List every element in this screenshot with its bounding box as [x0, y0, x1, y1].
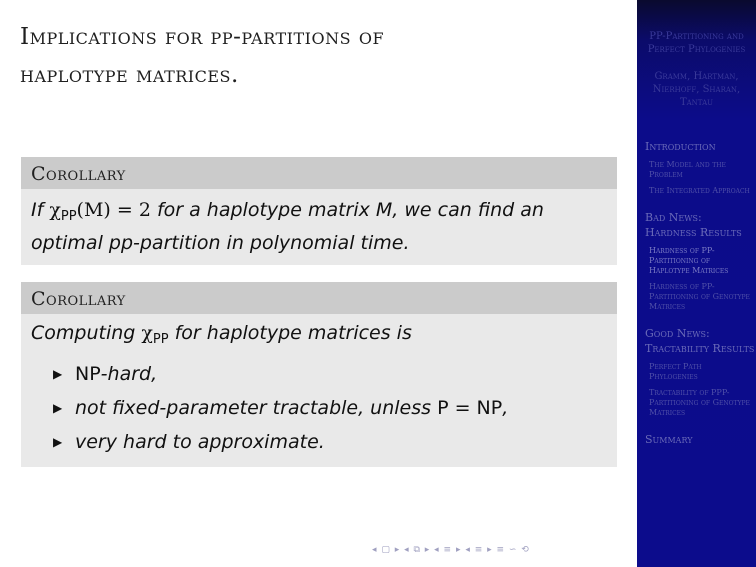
item-upright: NP [75, 363, 101, 385]
sidebar-section-good-news [637, 326, 756, 418]
sidebar-authors[interactable]: Gramm, Hartman, Nierhoff, Sharan, Tantau [652, 71, 741, 108]
item-italic: , [502, 397, 509, 419]
sidebar-section-introduction [637, 139, 756, 196]
slide-title-line2: haplotype matrices. [20, 62, 239, 88]
corollary-intro [31, 320, 607, 353]
slide-title [20, 18, 620, 94]
sidebar-item-summary[interactable]: Summary [645, 433, 693, 446]
intro-pre: Computing [31, 322, 142, 344]
item-italic: -hard, [100, 363, 158, 385]
chi-symbol: χ [49, 199, 61, 221]
list-item [53, 391, 607, 425]
list-item [53, 425, 607, 459]
corollary-heading: Corollary [21, 282, 617, 314]
sidebar-item-bad-news[interactable]: Bad News: Hardness Results [645, 211, 742, 239]
sidebar-section-summary [637, 432, 756, 447]
item-upright: P = NP [437, 397, 503, 419]
beamer-navigation-bar[interactable]: ◂ ▢ ▸ ◂ ⧉ ▸ ◂ ≡ ▸ ◂ ≡ ▸ ≡ ∽ ⟲ [372, 545, 530, 555]
corollary-text: for a haplotype matrix M, we can find an optimal pp-partition in polynomial time. [31, 199, 544, 254]
triangle-bullet-icon: ▶ [53, 435, 63, 449]
text-if: If [31, 199, 50, 221]
sidebar-subitem-current[interactable]: Hardness of PP-Partitioning of Haplotype Matrices [649, 246, 729, 275]
intro-post: for haplotype matrices is [168, 322, 412, 344]
item-italic: very hard to approximate. [75, 431, 325, 453]
sidebar-subitem[interactable]: Perfect Path Phylogenies [649, 362, 702, 381]
sidebar-title[interactable]: PP-Partitioning and Perfect Phylogenies [647, 31, 746, 55]
corollary-heading: Corollary [21, 157, 617, 189]
sidebar-section-bad-news [637, 210, 756, 312]
list-item [53, 357, 607, 391]
chi-value: (M) = 2 [76, 199, 151, 221]
sidebar-subitem[interactable]: The Model and the Problem [649, 160, 726, 179]
corollary-block-2 [21, 282, 617, 467]
chi-subscript: PP [152, 332, 169, 347]
triangle-bullet-icon: ▶ [53, 401, 63, 415]
chi-subscript: PP [60, 209, 77, 224]
item-italic-pre: not fixed-parameter tractable, unless [75, 397, 438, 419]
sidebar-item-introduction[interactable]: Introduction [645, 140, 716, 153]
corollary-block-1 [21, 157, 617, 265]
slide-title-line1: Implications for pp-partitions of [20, 24, 385, 50]
sidebar-subitem[interactable]: Tractability of PPP-Partitioning of Genotype Matrices [649, 388, 750, 417]
corollary-body [21, 314, 617, 467]
chi-symbol: χ [141, 322, 153, 344]
sidebar-subitem[interactable]: The Integrated Approach [649, 186, 750, 195]
sidebar-subitem[interactable]: Hardness of PP-Partitioning of Genotype Matrices [649, 282, 750, 311]
corollary-list [31, 357, 607, 459]
sidebar [637, 0, 756, 567]
sidebar-item-good-news[interactable]: Good News: Tractability Results [645, 327, 755, 355]
triangle-bullet-icon: ▶ [53, 367, 63, 381]
corollary-body [21, 189, 617, 265]
